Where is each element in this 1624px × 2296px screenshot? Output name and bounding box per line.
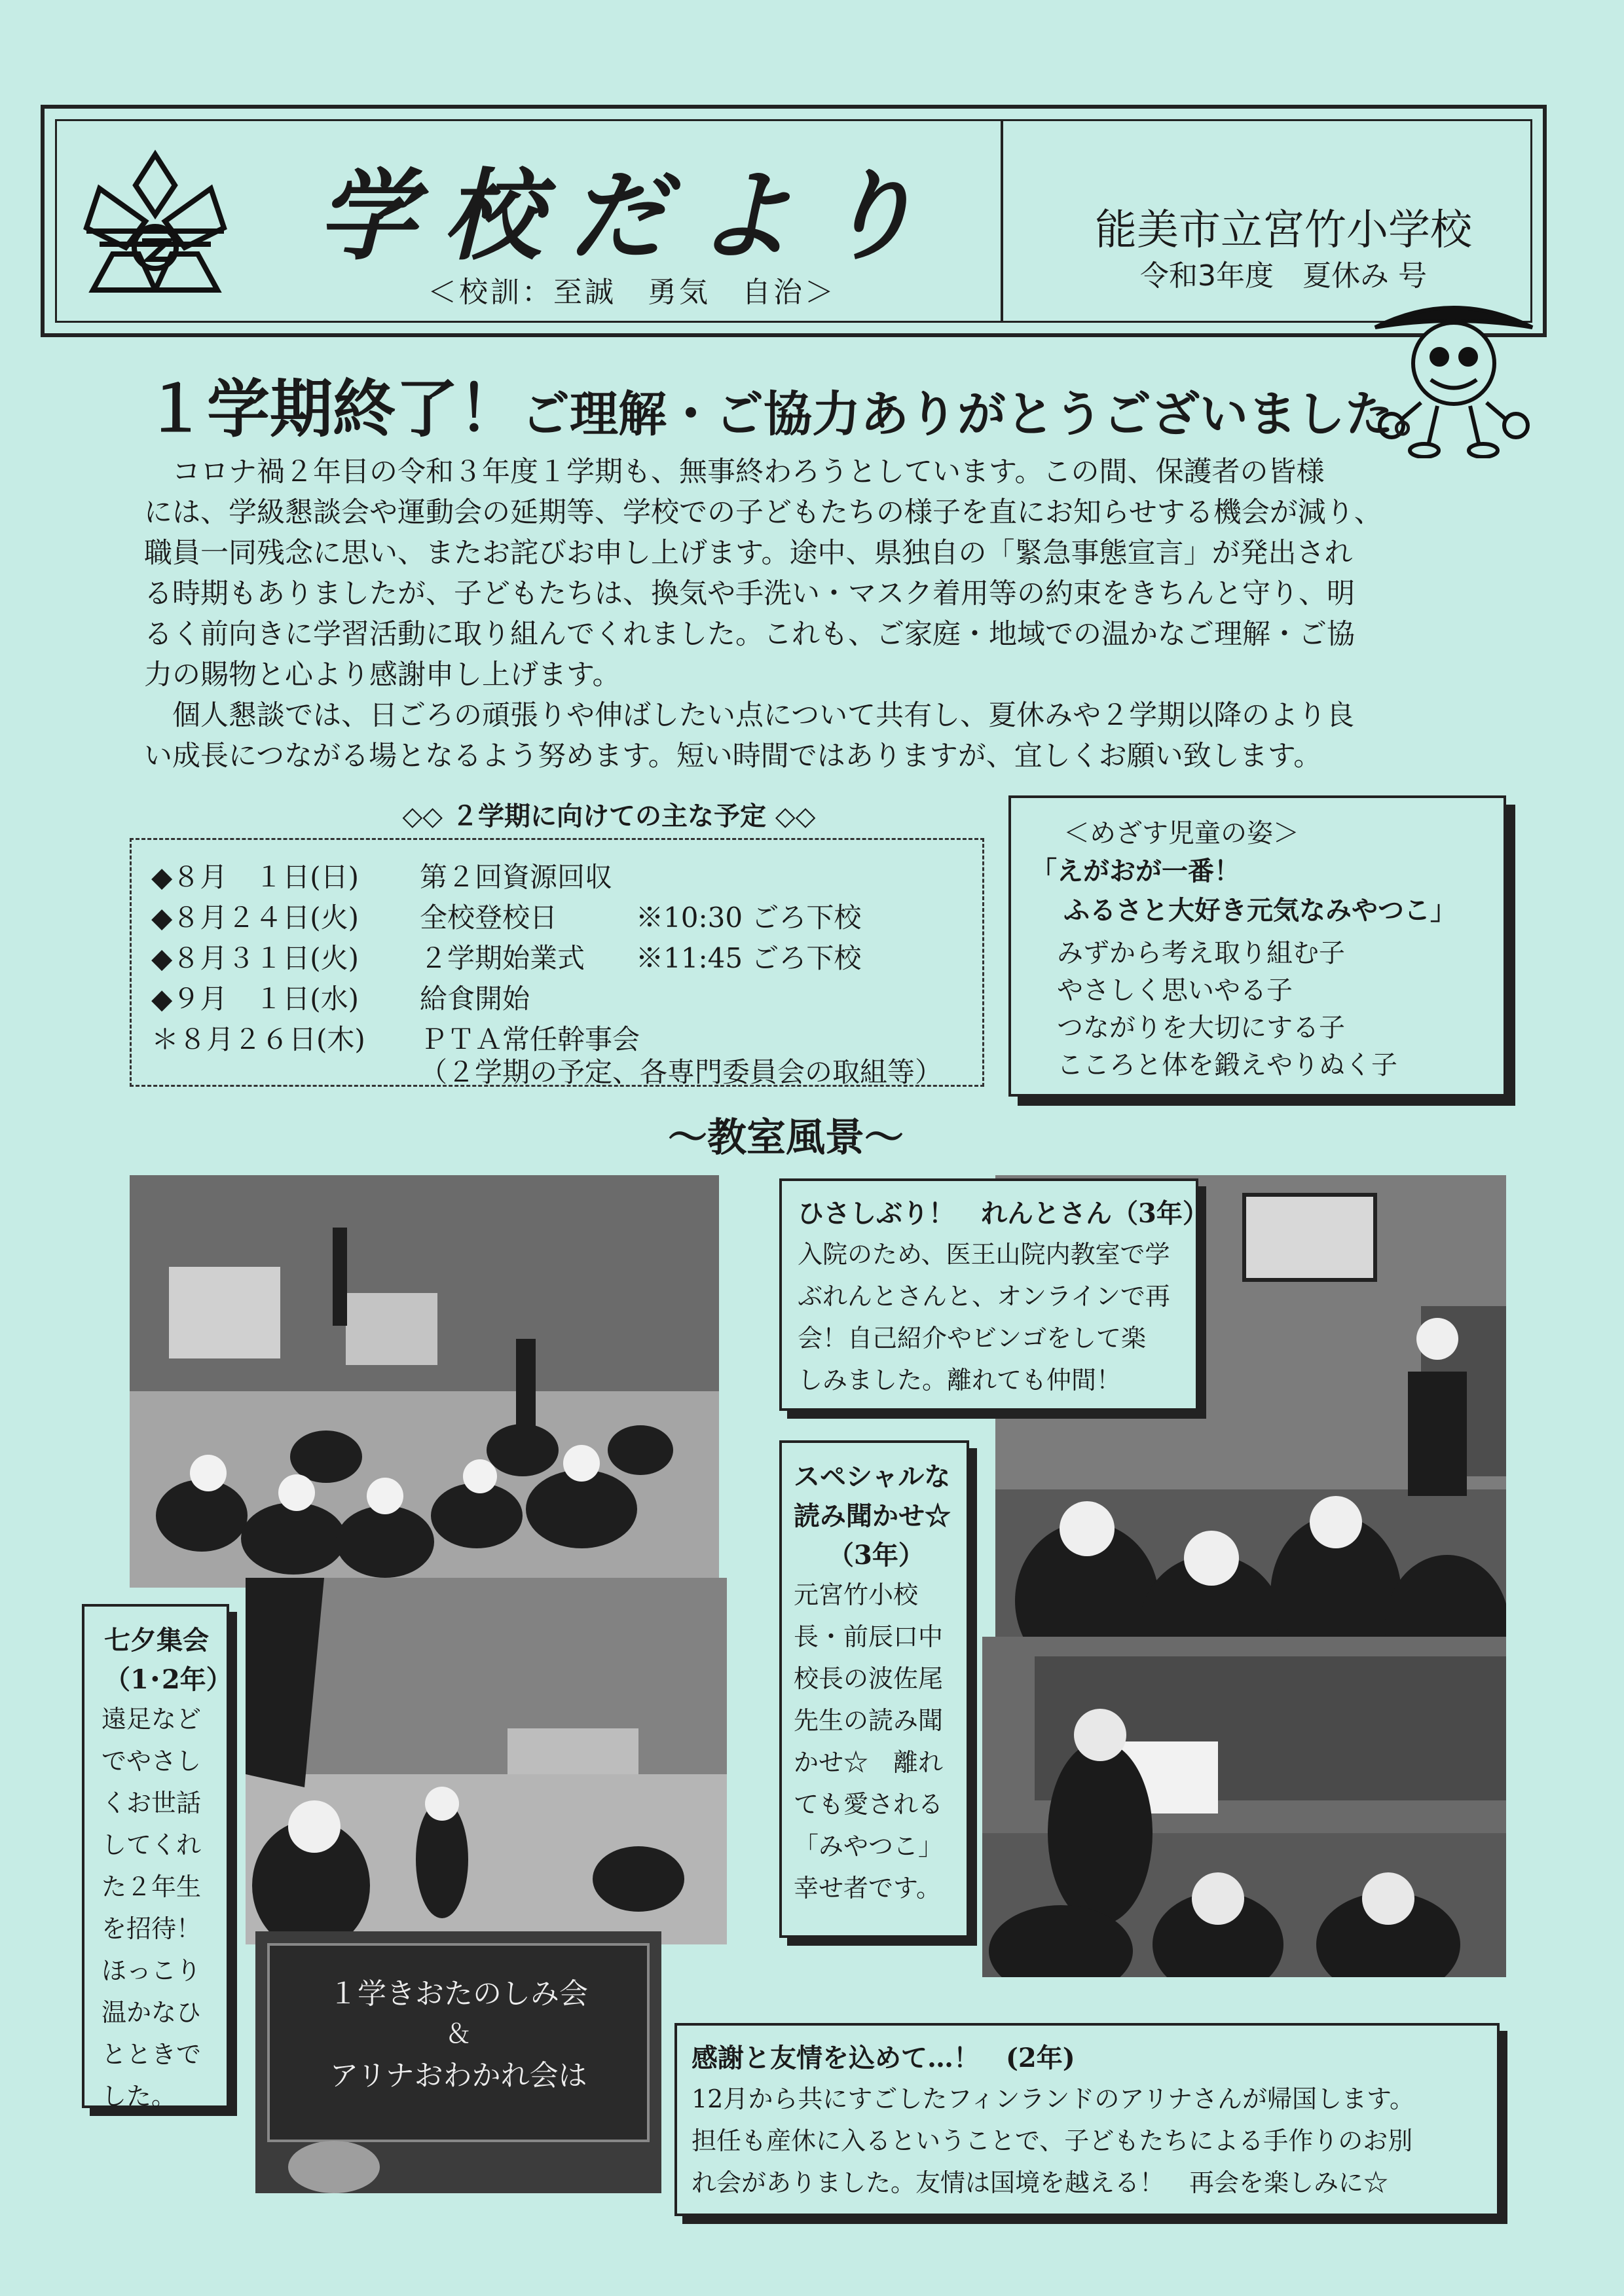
blackboard-text-2: ＆ — [445, 2019, 471, 2049]
intro-line: い成長につながる場となるよう努めます。短い時間ではありますが、宜しくお願い致します。 — [144, 740, 1322, 773]
caption-line: 「みやつこ」 — [794, 1832, 944, 1861]
caption-line: かせ☆ 離れ — [794, 1748, 944, 1777]
schedule-date: ◆９月 １日(水) — [151, 983, 360, 1015]
issue-label: 令和3年度 夏休み 号 — [1140, 259, 1427, 293]
schedule-event: 全校登校日 — [420, 902, 558, 934]
intro-line: るく前向きに学習活動に取り組んでくれました。これも、ご家庭・地域での温かなご理解・ご協 — [144, 618, 1355, 651]
tanabata-gathering-photo — [246, 1578, 727, 1944]
caption-special-reading — [779, 1440, 969, 1938]
caption-line: た２年生 — [101, 1872, 202, 1901]
caption-title: 感謝と友情を込めて…！ (2年) — [692, 2043, 1075, 2073]
caption-line: を招待！ — [101, 1914, 202, 1943]
intro-line: る時期もありましたが、子どもたちは、換気や手洗い・マスク着用等の約束をきちんと守り、明 — [144, 577, 1355, 610]
caption-line: ほっこり — [101, 1956, 202, 1985]
farewell-blackboard-photo — [255, 1931, 661, 2193]
intro-line: 力の賜物と心より感謝申し上げます。 — [144, 659, 621, 691]
headline-term-end: １学期終了！ — [144, 373, 521, 446]
intro-paragraph-2 — [144, 695, 1428, 776]
goal-item: こころと体を鍛えやりぬく子 — [1057, 1050, 1397, 1080]
schedule-note: ※11:45 ごろ下校 — [636, 942, 862, 974]
caption-line: れ会がありました。友情は国境を越える！ 再会を楽しみに☆ — [692, 2168, 1389, 2197]
goal-item: つながりを大切にする子 — [1057, 1013, 1345, 1043]
caption-line: 先生の読み聞 — [794, 1706, 944, 1735]
caption-line: 遠足など — [101, 1705, 202, 1734]
schedule-event: ２学期始業式 — [420, 942, 585, 974]
header-divider — [1001, 119, 1003, 323]
goal-item: みずから考え取り組む子 — [1057, 938, 1345, 968]
caption-line: 担任も産休に入るということで、子どもたちによる手作りのお別 — [692, 2126, 1413, 2155]
caption-line: 会！自己紹介やビンゴをして楽 — [798, 1324, 1147, 1353]
goal-item: やさしく思いやる子 — [1057, 975, 1293, 1006]
intro-line: コロナ禍２年目の令和３年度１学期も、無事終わろうとしています。この間、保護者の皆様 — [144, 456, 1325, 488]
goals-slogan-1: 「えがおが一番！ — [1031, 856, 1240, 886]
caption-line: 幸せ者です。 — [794, 1874, 941, 1903]
caption-grade: （1･2年） — [104, 1664, 232, 1695]
blackboard-text-1: １学きおたのしみ会 — [329, 1977, 588, 2011]
caption-line: くお世話 — [101, 1789, 202, 1817]
schedule-event: 第２回資源回収 — [420, 861, 613, 893]
caption-farewell — [674, 2023, 1500, 2216]
caption-line: 温かなひ — [101, 1998, 202, 2027]
schedule-date: ◆８月２４日(火) — [151, 902, 360, 934]
caption-body — [794, 1574, 943, 1909]
school-crest-icon — [73, 149, 237, 300]
caption-body — [798, 1233, 1170, 1401]
caption-line: 校長の波佐尾 — [794, 1664, 944, 1693]
caption-title: スペシャルな — [794, 1461, 951, 1492]
gym-gathering-photo — [130, 1175, 719, 1588]
caption-title: 読み聞かせ☆ — [794, 1501, 951, 1531]
newsletter-title: 学校だより — [317, 158, 946, 274]
goals-box — [1008, 795, 1506, 1097]
caption-title: ひさしぶり！ れんとさん（3年） — [798, 1198, 1209, 1229]
caption-line: 12月から共にすごしたフィンランドのアリナさんが帰国します。 — [692, 2085, 1414, 2113]
intro-line: 個人懇談では、日ごろの頑張りや伸ばしたい点について共有し、夏休みや２学期以降のより良 — [144, 699, 1355, 732]
caption-line: とときで — [101, 2040, 202, 2069]
caption-online-reunion — [779, 1178, 1209, 1411]
schedule-date: ＊８月２６日(木) — [151, 1023, 365, 1055]
schedule-event: 給食開始 — [420, 983, 530, 1015]
caption-line: してくれ — [101, 1831, 202, 1859]
schedule-date: ◆８月 １日(日) — [151, 861, 360, 893]
school-motto: ＜校訓：至誠 勇気 自治＞ — [428, 276, 836, 309]
caption-line: 入院のため、医王山院内教室で学 — [798, 1240, 1170, 1269]
caption-line: しみました。離れても仲間！ — [798, 1366, 1122, 1394]
caption-body — [101, 1698, 201, 2117]
intro-line: には、学級懇談会や運動会の延期等、学校での子どもたちの様子を直にお知らせする機会が減り、 — [144, 496, 1382, 529]
caption-line: した。 — [101, 2082, 177, 2111]
goals-slogan-2: ふるさと大好き元気なみやつこ」 — [1063, 895, 1456, 926]
section-title: ～教室風景～ — [668, 1115, 904, 1161]
caption-line: ても愛される — [794, 1790, 944, 1819]
caption-line: 元宮竹小校 — [794, 1580, 919, 1609]
caption-tanabata — [82, 1604, 232, 2111]
caption-line: 長・前辰口中 — [794, 1622, 944, 1651]
headline — [144, 373, 1442, 450]
schedule-title: ◇◇ ２学期に向けての主な予定 ◇◇ — [402, 801, 816, 831]
schedule-box — [130, 838, 984, 1087]
caption-title: 七夕集会 — [104, 1625, 209, 1656]
schedule-note: ※10:30 ごろ下校 — [636, 902, 862, 934]
caption-body — [692, 2078, 1414, 2204]
headline-thanks: ご理解・ご協力ありがとうございました。 — [521, 386, 1442, 443]
caption-line: でやさし — [101, 1747, 202, 1776]
schedule-date: ◆８月３１日(火) — [151, 942, 360, 974]
read-aloud-photo — [982, 1637, 1506, 1977]
intro-line: 職員一同残念に思い、またお詫びお申し上げます。途中、県独自の「緊急事態宣言」が発出され — [144, 537, 1353, 570]
school-name: 能美市立宮竹小学校 — [1095, 206, 1472, 255]
schedule-event: ＰＴＡ常任幹事会 — [420, 1023, 640, 1055]
caption-grade: （3年） — [828, 1540, 925, 1571]
caption-line: ぶれんとさんと、オンラインで再 — [798, 1282, 1170, 1311]
goals-title: ＜めざす児童の姿＞ — [1063, 818, 1299, 848]
intro-paragraph-1 — [144, 452, 1428, 695]
schedule-sub-note: （２学期の予定、各専門委員会の取組等） — [420, 1056, 943, 1088]
blackboard-text-3: アリナおわかれ会は — [329, 2059, 587, 2092]
